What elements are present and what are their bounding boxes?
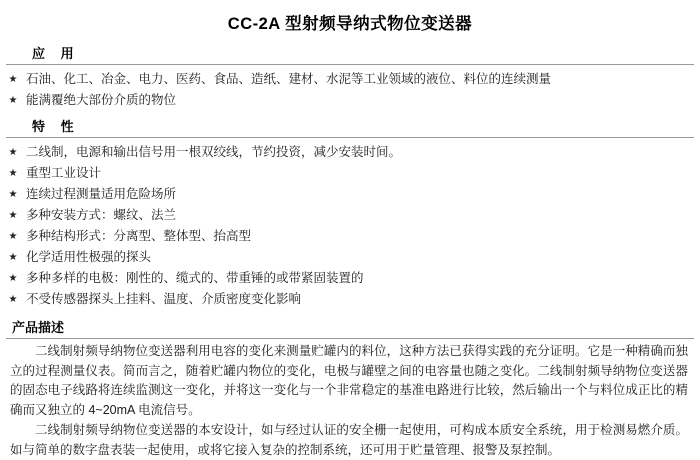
list-item	[0, 205, 700, 226]
list-item-text: 不受传感器探头上挂料、温度、介质密度变化影响	[26, 292, 302, 306]
section-heading-application: 应 用	[6, 42, 694, 65]
list-item-text: 多种安装方式：螺纹、法兰	[26, 208, 177, 222]
list-item	[0, 163, 700, 184]
description-paragraph: 二线制射频导纳物位变送器利用电容的变化来测量贮罐内的料位，这种方法已获得实践的充分证明。它是一种精确而独立的过程测量仪表。简而言之，随着贮罐内物位的变化，电极与罐壁之间的电容量也随之变化。二线制射频导纳物位变送器的固态电子线路将连续监测这一变化，并将这一变化与一个非常稳定的基准电路进行比较，然后输出一个与料位成正比的精确而又独立的 4~20mA 电流信号。	[10, 344, 688, 417]
list-item	[0, 142, 700, 163]
list-item-text: 化学适用性极强的探头	[26, 250, 152, 264]
star-icon: ★	[8, 74, 18, 85]
document-page	[0, 10, 700, 457]
list-item-text: 石油、化工、冶金、电力、医药、食品、造纸、建材、水泥等工业领域的液位、料位的连续测量	[26, 72, 552, 86]
section-application	[0, 42, 700, 115]
list-item	[0, 268, 700, 289]
bullet-list-application	[0, 65, 700, 115]
section-features	[0, 115, 700, 314]
list-item	[0, 69, 700, 90]
list-item	[0, 184, 700, 205]
star-icon: ★	[8, 168, 18, 179]
list-item	[0, 247, 700, 268]
description-paragraph: 二线制射频导纳物位变送器的本安设计，如与经过认证的安全栅一起使用，可构成本质安全系统，用于检测易燃介质。如与简单的数字盘表装一起使用，或将它接入复杂的控制系统，还可用于贮量管理、报警及泵控制。	[10, 423, 688, 457]
section-heading-features: 特 性	[6, 115, 694, 138]
star-icon: ★	[8, 252, 18, 263]
section-heading-description: 产品描述	[6, 316, 694, 339]
star-icon: ★	[8, 95, 18, 106]
page-title: CC-2A 型射频导纳式物位变送器	[227, 15, 473, 33]
list-item-text: 二线制，电源和输出信号用一根双绞线，节约投资，减少安装时间。	[26, 145, 402, 159]
star-icon: ★	[8, 231, 18, 242]
list-item-text: 多种结构形式：分离型、整体型、抬高型	[26, 229, 252, 243]
list-item-text: 多种多样的电极：刚性的、缆式的、带重锤的或带紧固装置的	[26, 271, 364, 285]
star-icon: ★	[8, 189, 18, 200]
section-description	[0, 316, 700, 460]
star-icon: ★	[8, 147, 18, 158]
list-item-text: 能满覆绝大部份介质的物位	[26, 93, 177, 107]
list-item	[0, 289, 700, 310]
list-item-text: 重型工业设计	[26, 166, 102, 180]
star-icon: ★	[8, 294, 18, 305]
description-body	[0, 339, 700, 460]
list-item	[0, 90, 700, 111]
list-item	[0, 226, 700, 247]
bullet-list-features	[0, 138, 700, 314]
list-item-text: 连续过程测量适用危险场所	[26, 187, 177, 201]
star-icon: ★	[8, 210, 18, 221]
star-icon: ★	[8, 273, 18, 284]
